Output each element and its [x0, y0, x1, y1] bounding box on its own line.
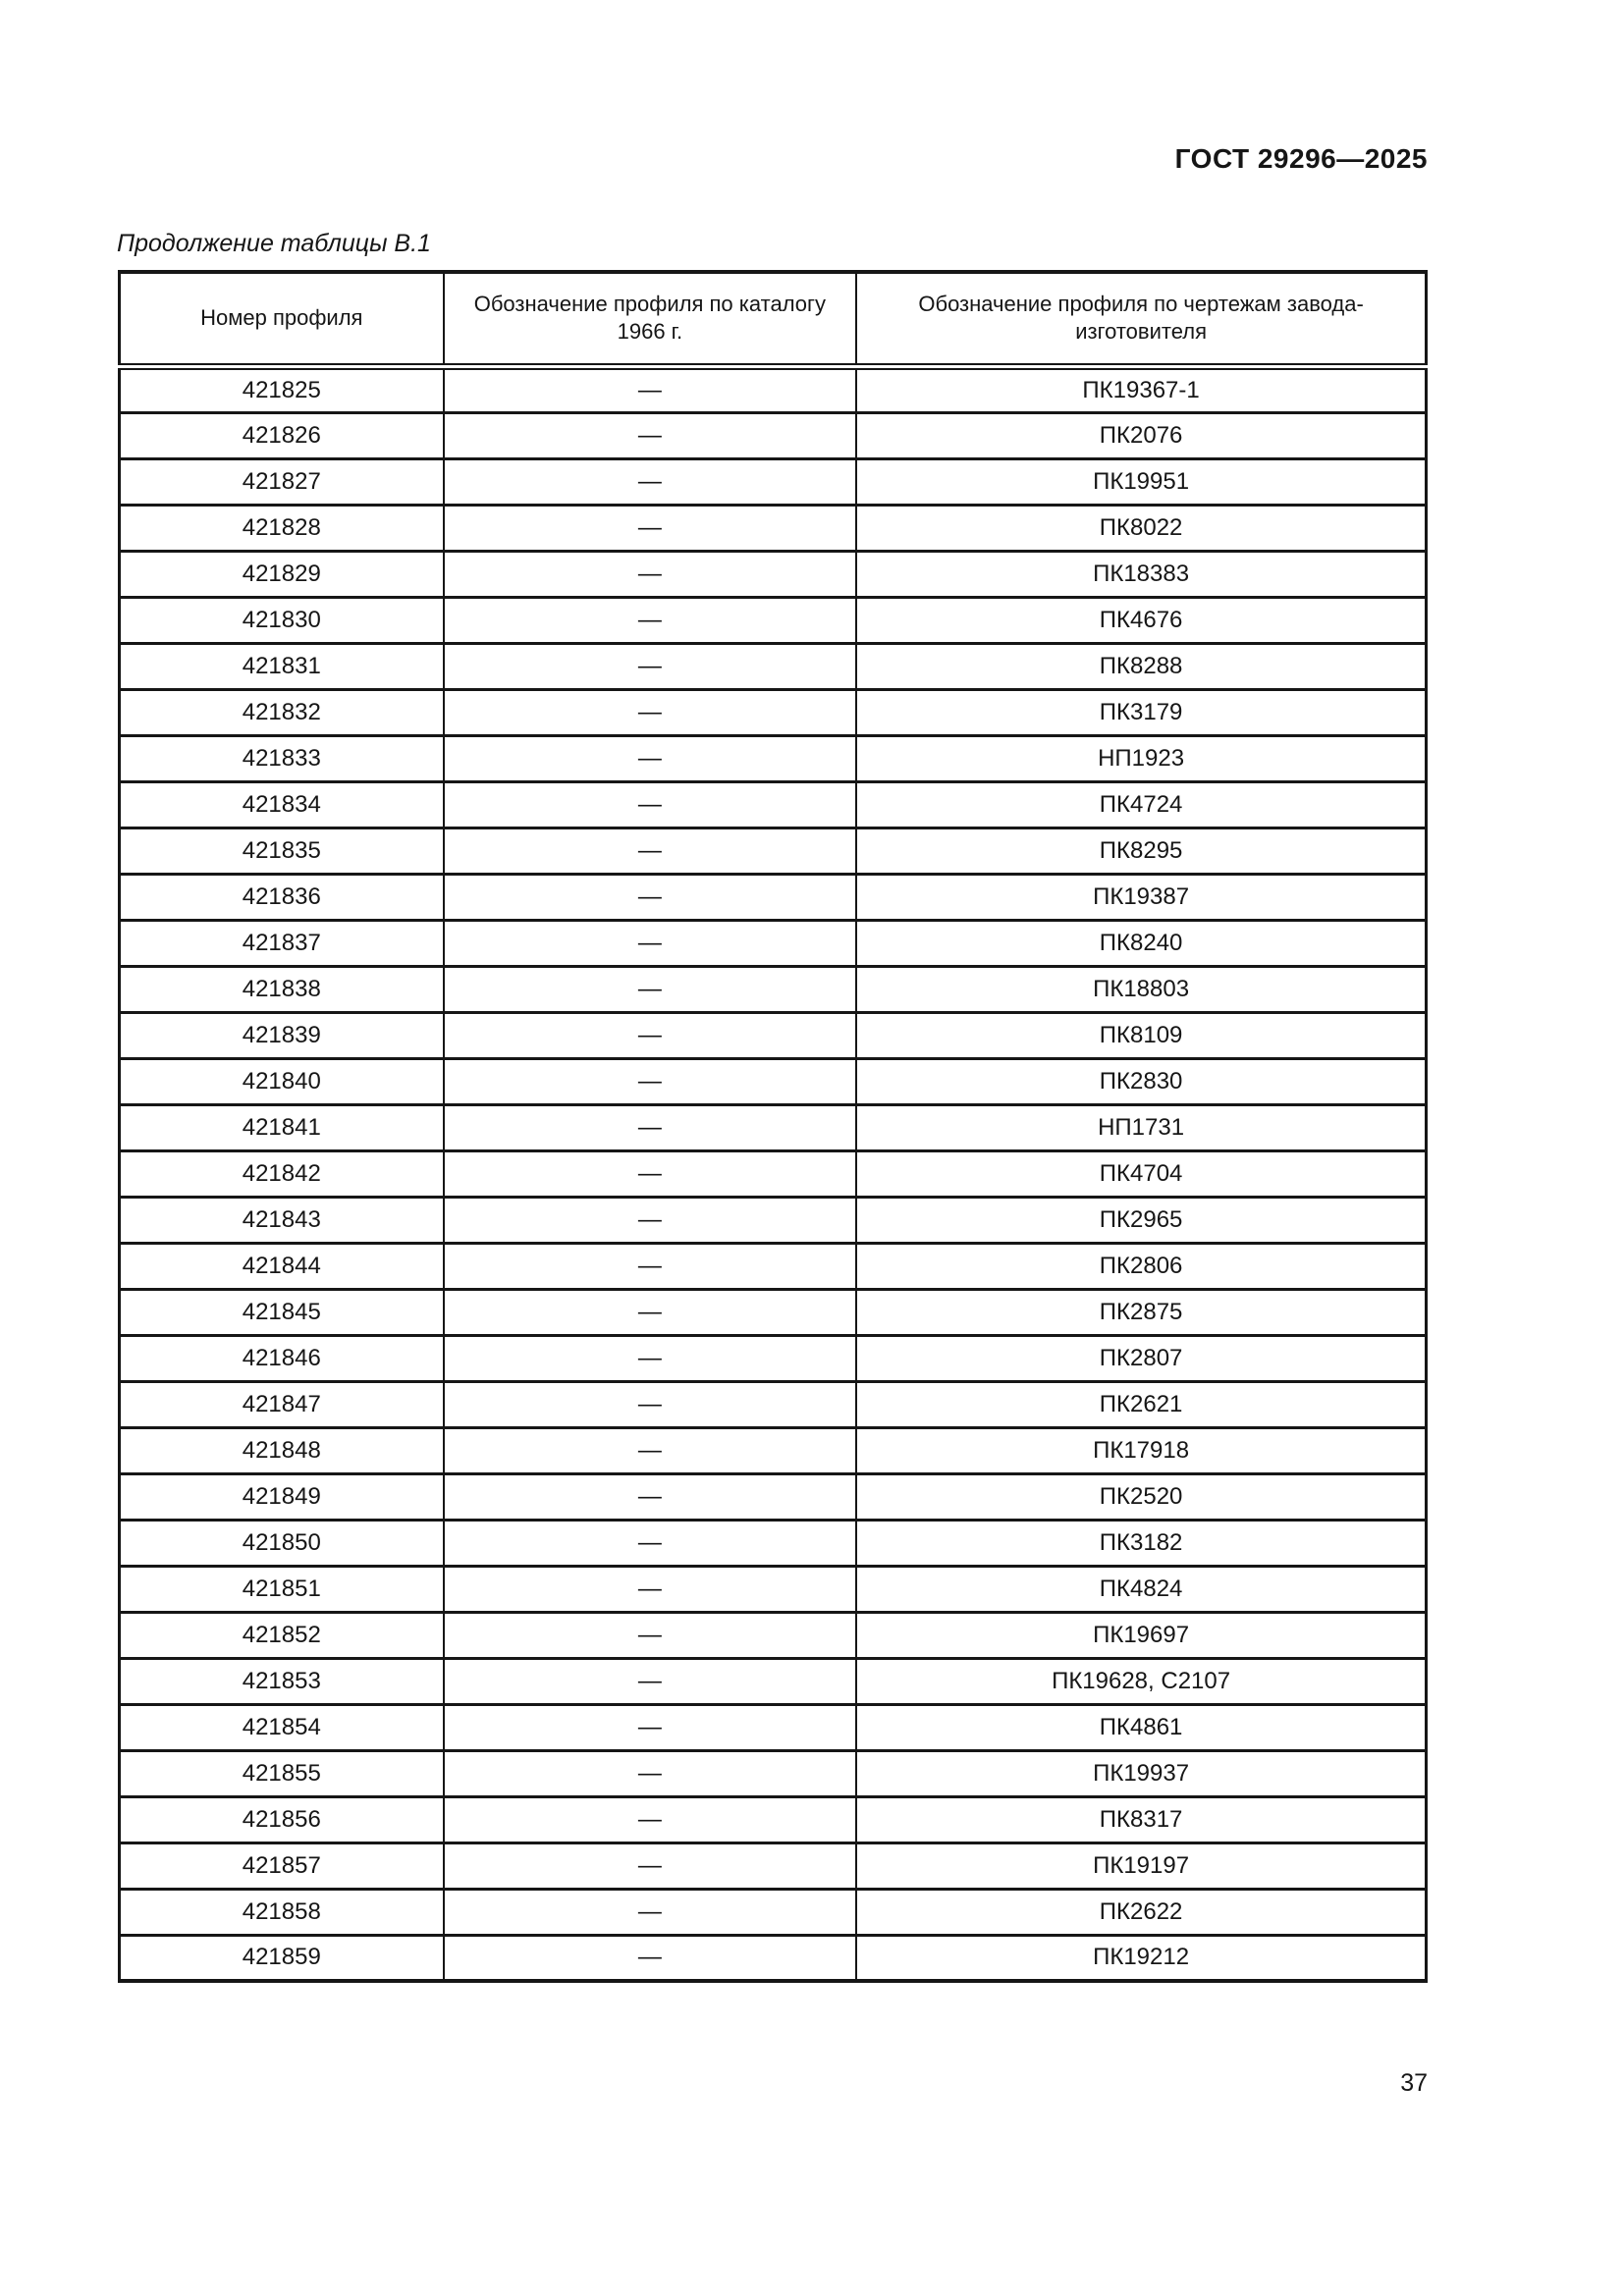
catalog-1966-cell: —	[444, 1058, 857, 1104]
factory-drawing-cell: ПК4676	[856, 597, 1426, 643]
col-header-factory-drawing: Обозначение профиля по чертежам завода-изготовителя	[856, 272, 1426, 366]
factory-drawing-cell: ПК4724	[856, 781, 1426, 828]
catalog-1966-cell: —	[444, 1197, 857, 1243]
catalog-1966-cell: —	[444, 643, 857, 689]
table-row	[120, 1012, 1427, 1058]
profile-number-cell: 421838	[120, 966, 444, 1012]
profile-number-cell: 421827	[120, 458, 444, 505]
profile-number-cell: 421850	[120, 1520, 444, 1566]
table-continuation-caption: Продолжение таблицы В.1	[117, 230, 431, 257]
table-row	[120, 828, 1427, 874]
profile-number-cell: 421829	[120, 551, 444, 597]
catalog-1966-cell: —	[444, 1150, 857, 1197]
factory-drawing-cell: ПК2622	[856, 1889, 1426, 1935]
factory-drawing-cell: ПК19367-1	[856, 366, 1426, 412]
catalog-1966-cell: —	[444, 781, 857, 828]
table-row	[120, 1150, 1427, 1197]
profile-number-cell: 421851	[120, 1566, 444, 1612]
profile-number-cell: 421837	[120, 920, 444, 966]
catalog-1966-cell: —	[444, 689, 857, 735]
profile-number-cell: 421848	[120, 1427, 444, 1473]
table-row	[120, 1058, 1427, 1104]
table-row	[120, 1750, 1427, 1796]
catalog-1966-cell: —	[444, 1889, 857, 1935]
table-row	[120, 643, 1427, 689]
profile-number-cell: 421831	[120, 643, 444, 689]
table-row	[120, 689, 1427, 735]
table-row	[120, 1104, 1427, 1150]
profile-number-cell: 421845	[120, 1289, 444, 1335]
profile-number-cell: 421834	[120, 781, 444, 828]
factory-drawing-cell: ПК19212	[856, 1935, 1426, 1981]
table-row	[120, 458, 1427, 505]
table-row	[120, 1658, 1427, 1704]
catalog-1966-cell: —	[444, 1104, 857, 1150]
table-row	[120, 1289, 1427, 1335]
factory-drawing-cell: ПК2076	[856, 412, 1426, 458]
factory-drawing-cell: ПК8022	[856, 505, 1426, 551]
table-row	[120, 1566, 1427, 1612]
factory-drawing-cell: ПК18803	[856, 966, 1426, 1012]
factory-drawing-cell: ПК2806	[856, 1243, 1426, 1289]
profile-number-cell: 421856	[120, 1796, 444, 1842]
catalog-1966-cell: —	[444, 874, 857, 920]
catalog-1966-cell: —	[444, 597, 857, 643]
catalog-1966-cell: —	[444, 1842, 857, 1889]
col-header-profile-number: Номер профиля	[120, 272, 444, 366]
profile-number-cell: 421830	[120, 597, 444, 643]
table-row	[120, 1889, 1427, 1935]
catalog-1966-cell: —	[444, 1427, 857, 1473]
factory-drawing-cell: ПК17918	[856, 1427, 1426, 1473]
catalog-1966-cell: —	[444, 1750, 857, 1796]
catalog-1966-cell: —	[444, 1612, 857, 1658]
factory-drawing-cell: НП1731	[856, 1104, 1426, 1150]
table-row	[120, 735, 1427, 781]
factory-drawing-cell: ПК2520	[856, 1473, 1426, 1520]
catalog-1966-cell: —	[444, 1658, 857, 1704]
factory-drawing-cell: ПК19197	[856, 1842, 1426, 1889]
profile-number-cell: 421840	[120, 1058, 444, 1104]
factory-drawing-cell: ПК3182	[856, 1520, 1426, 1566]
factory-drawing-cell: ПК4824	[856, 1566, 1426, 1612]
factory-drawing-cell: ПК2621	[856, 1381, 1426, 1427]
catalog-1966-cell: —	[444, 1381, 857, 1427]
standard-number-header: ГОСТ 29296—2025	[1174, 143, 1428, 174]
profile-number-cell: 421843	[120, 1197, 444, 1243]
factory-drawing-cell: ПК2830	[856, 1058, 1426, 1104]
catalog-1966-cell: —	[444, 458, 857, 505]
table-row	[120, 1243, 1427, 1289]
catalog-1966-cell: —	[444, 735, 857, 781]
profile-number-cell: 421846	[120, 1335, 444, 1381]
profile-number-cell: 421859	[120, 1935, 444, 1981]
table-row	[120, 1796, 1427, 1842]
catalog-1966-cell: —	[444, 1012, 857, 1058]
factory-drawing-cell: ПК8317	[856, 1796, 1426, 1842]
table-header-row	[120, 272, 1427, 366]
catalog-1966-cell: —	[444, 412, 857, 458]
profile-number-cell: 421852	[120, 1612, 444, 1658]
catalog-1966-cell: —	[444, 1520, 857, 1566]
factory-drawing-cell: ПК4704	[856, 1150, 1426, 1197]
profile-number-cell: 421855	[120, 1750, 444, 1796]
factory-drawing-cell: ПК2875	[856, 1289, 1426, 1335]
factory-drawing-cell: ПК19697	[856, 1612, 1426, 1658]
factory-drawing-cell: ПК8288	[856, 643, 1426, 689]
catalog-1966-cell: —	[444, 920, 857, 966]
profile-number-cell: 421849	[120, 1473, 444, 1520]
factory-drawing-cell: ПК4861	[856, 1704, 1426, 1750]
profile-number-cell: 421844	[120, 1243, 444, 1289]
catalog-1966-cell: —	[444, 551, 857, 597]
table-row	[120, 1935, 1427, 1981]
factory-drawing-cell: ПК8240	[856, 920, 1426, 966]
profile-number-cell: 421841	[120, 1104, 444, 1150]
factory-drawing-cell: ПК8295	[856, 828, 1426, 874]
table-row	[120, 1520, 1427, 1566]
table-row	[120, 505, 1427, 551]
catalog-1966-cell: —	[444, 1796, 857, 1842]
profile-number-cell: 421828	[120, 505, 444, 551]
table-row	[120, 781, 1427, 828]
factory-drawing-cell: ПК18383	[856, 551, 1426, 597]
catalog-1966-cell: —	[444, 1566, 857, 1612]
table-row	[120, 1197, 1427, 1243]
table-row	[120, 1381, 1427, 1427]
col-header-catalog-1966: Обозначение профиля по каталогу 1966 г.	[444, 272, 857, 366]
profile-number-cell: 421842	[120, 1150, 444, 1197]
profile-number-cell: 421839	[120, 1012, 444, 1058]
table-body	[120, 366, 1427, 1981]
profile-number-cell: 421857	[120, 1842, 444, 1889]
profile-number-cell: 421825	[120, 366, 444, 412]
factory-drawing-cell: ПК19937	[856, 1750, 1426, 1796]
catalog-1966-cell: —	[444, 1473, 857, 1520]
table-row	[120, 412, 1427, 458]
profile-number-cell: 421836	[120, 874, 444, 920]
table-row	[120, 1842, 1427, 1889]
table-row	[120, 366, 1427, 412]
catalog-1966-cell: —	[444, 505, 857, 551]
factory-drawing-cell: ПК8109	[856, 1012, 1426, 1058]
catalog-1966-cell: —	[444, 1704, 857, 1750]
profile-number-cell: 421858	[120, 1889, 444, 1935]
profile-number-cell: 421854	[120, 1704, 444, 1750]
catalog-1966-cell: —	[444, 1243, 857, 1289]
catalog-1966-cell: —	[444, 1289, 857, 1335]
page-number: 37	[1400, 2069, 1428, 2097]
table-row	[120, 597, 1427, 643]
profile-number-cell: 421826	[120, 412, 444, 458]
table-row	[120, 551, 1427, 597]
table-row	[120, 874, 1427, 920]
table-row	[120, 1473, 1427, 1520]
catalog-1966-cell: —	[444, 1335, 857, 1381]
profile-number-cell: 421833	[120, 735, 444, 781]
profile-number-cell: 421853	[120, 1658, 444, 1704]
catalog-1966-cell: —	[444, 366, 857, 412]
factory-drawing-cell: ПК2965	[856, 1197, 1426, 1243]
catalog-1966-cell: —	[444, 828, 857, 874]
catalog-1966-cell: —	[444, 1935, 857, 1981]
table-row	[120, 920, 1427, 966]
factory-drawing-cell: ПК3179	[856, 689, 1426, 735]
profiles-table	[118, 270, 1428, 1983]
factory-drawing-cell: ПК19628, С2107	[856, 1658, 1426, 1704]
table-row	[120, 1704, 1427, 1750]
factory-drawing-cell: НП1923	[856, 735, 1426, 781]
profile-number-cell: 421835	[120, 828, 444, 874]
factory-drawing-cell: ПК19387	[856, 874, 1426, 920]
table-row	[120, 1427, 1427, 1473]
factory-drawing-cell: ПК19951	[856, 458, 1426, 505]
table-row	[120, 1612, 1427, 1658]
table-row	[120, 966, 1427, 1012]
factory-drawing-cell: ПК2807	[856, 1335, 1426, 1381]
table-row	[120, 1335, 1427, 1381]
profile-number-cell: 421832	[120, 689, 444, 735]
profile-number-cell: 421847	[120, 1381, 444, 1427]
catalog-1966-cell: —	[444, 966, 857, 1012]
